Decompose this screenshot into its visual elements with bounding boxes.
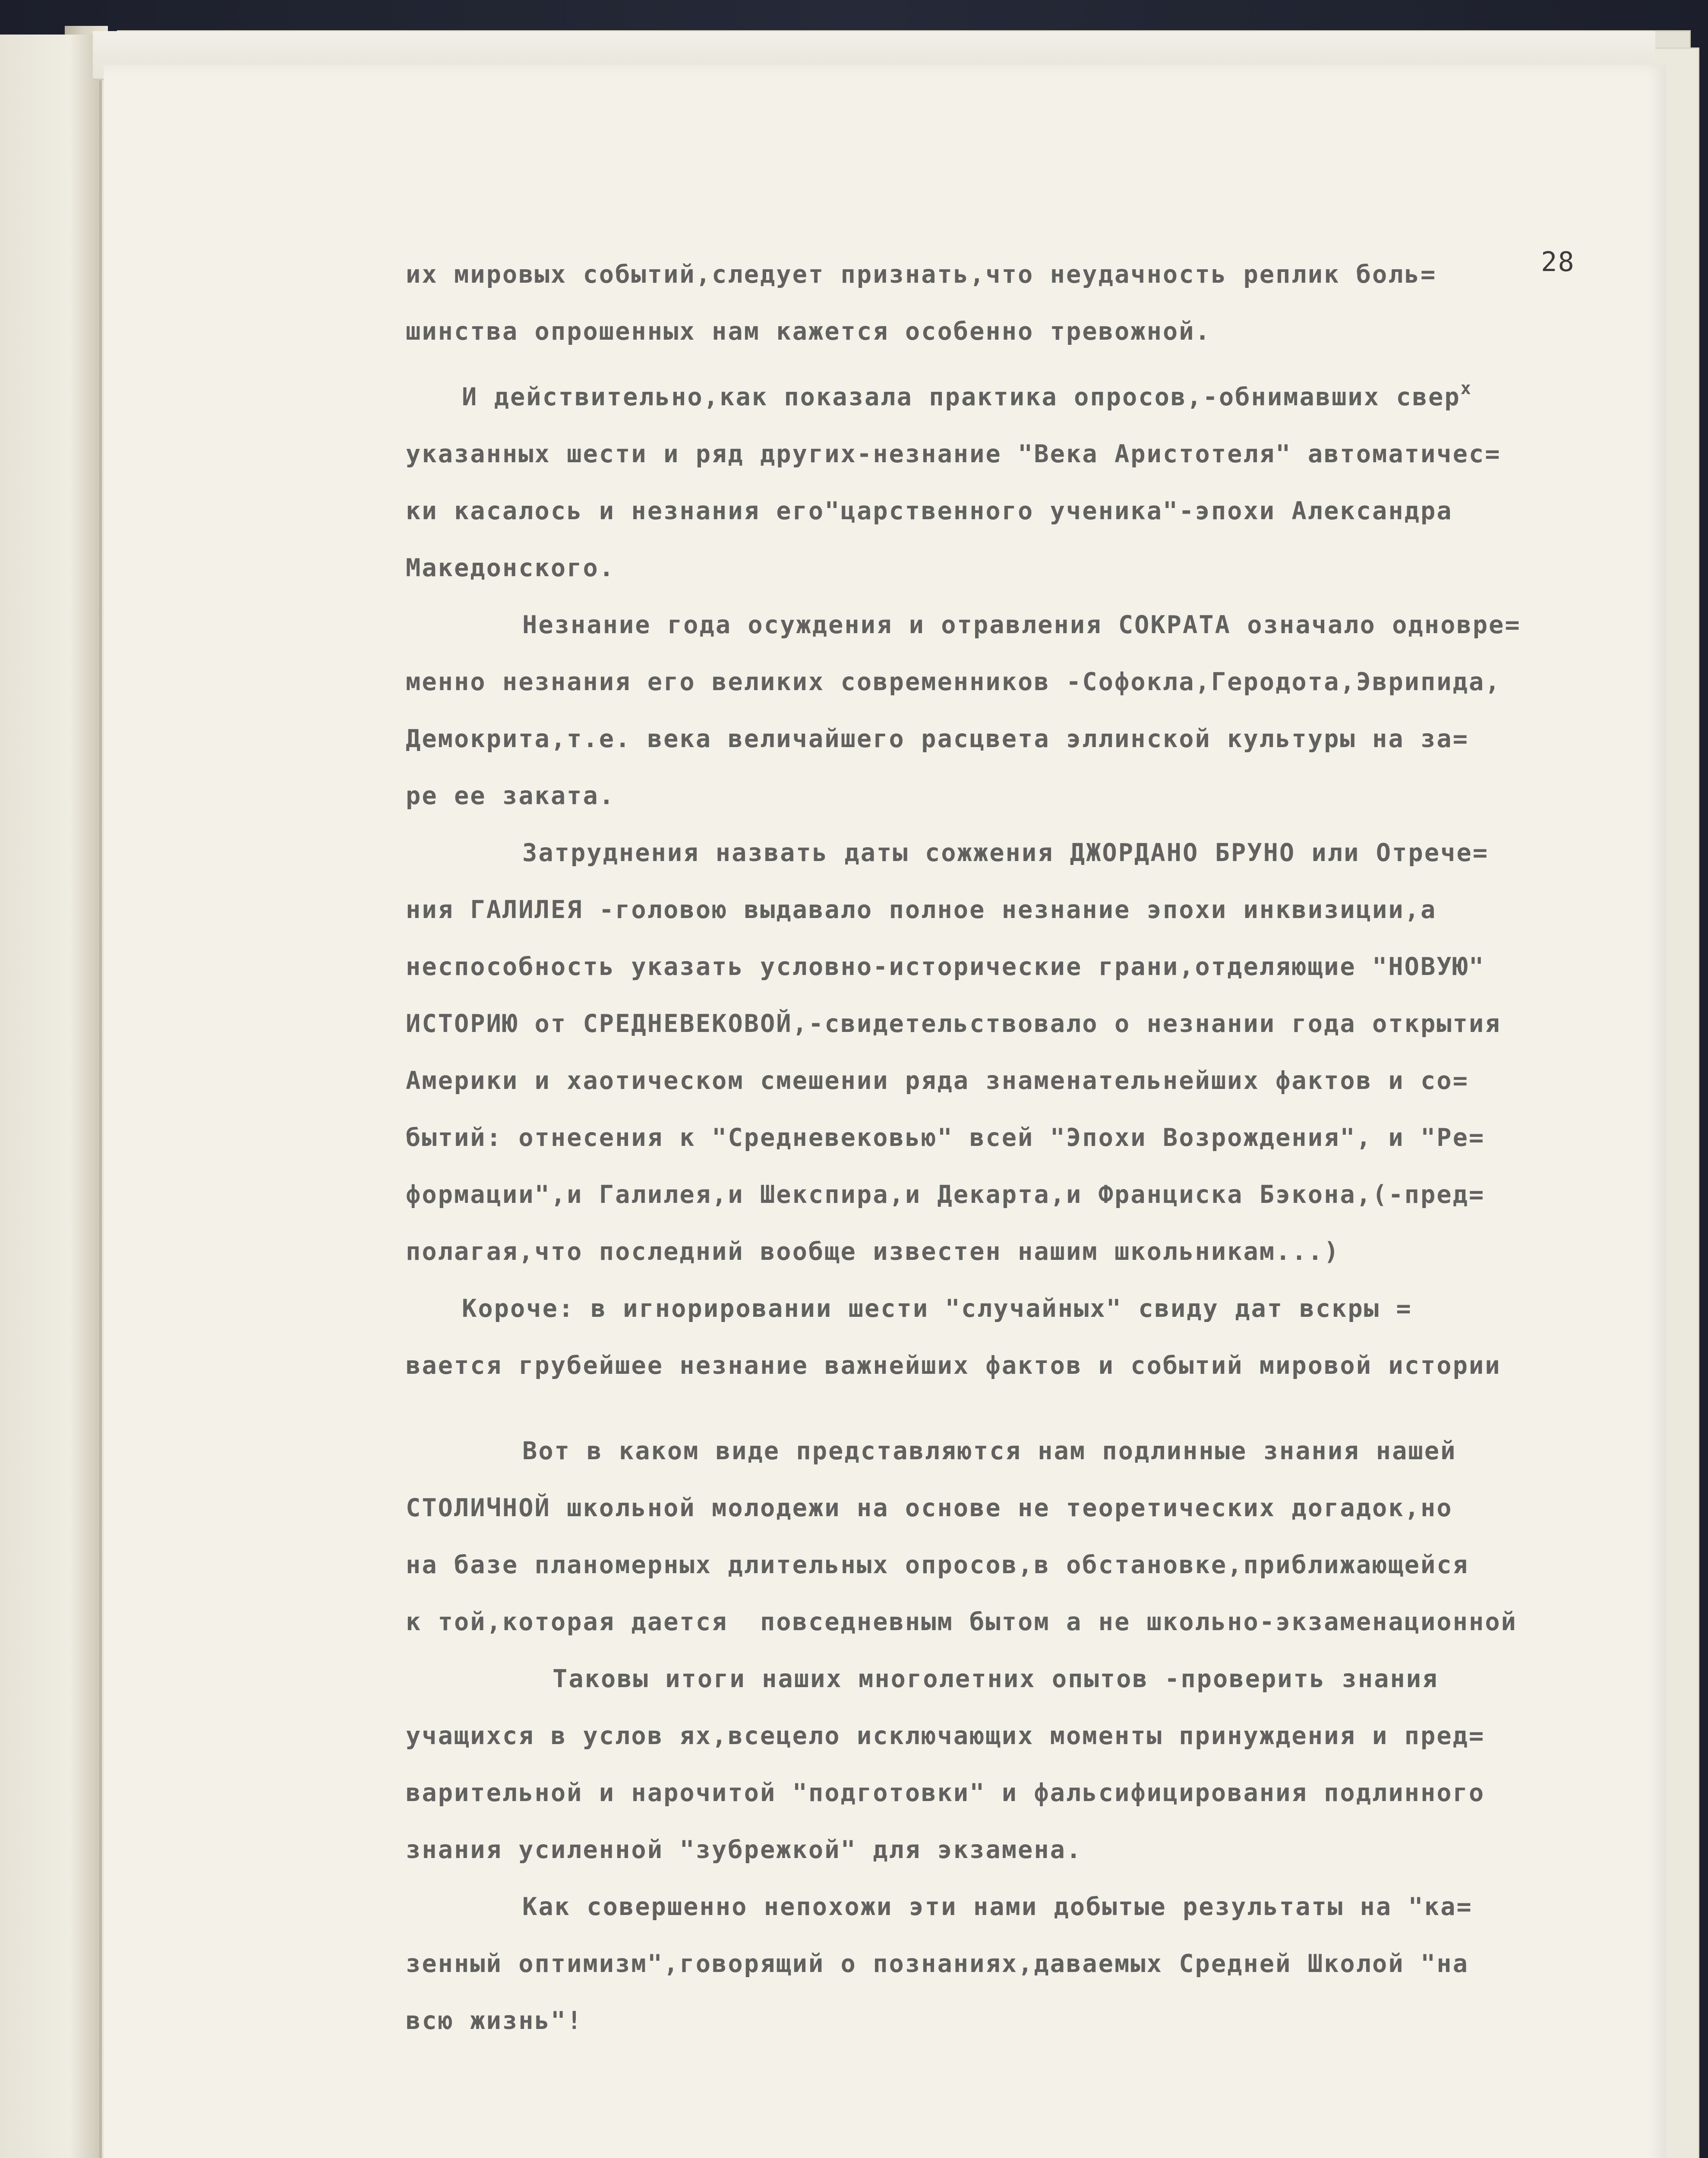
text-line: Демокрита,т.е. века величайшего расцвета эллинской культуры на за= — [406, 725, 1469, 753]
text-line: учащихся в услов ях,всецело исключающих моменты принуждения и пред= — [406, 1722, 1485, 1750]
text-line: полагая,что последний вообще известен нашим школьникам...) — [406, 1237, 1340, 1266]
text-line: на базе планомерных длительных опросов,в обстановке,приближающейся — [406, 1551, 1469, 1579]
text-line — [406, 360, 1708, 426]
page-body — [406, 246, 1708, 2049]
text-line: Как совершенно непохожи эти нами добытые результаты на "ка= — [522, 1893, 1473, 1921]
text-line: ИСТОРИЮ от СРЕДНЕВЕКОВОЙ,-свидетельствовало о незнании года открытия — [406, 1010, 1501, 1038]
paragraph-gap — [406, 1394, 1708, 1423]
text-line: бытий: отнесения к "Средневековью" всей "Эпохи Возрождения", и "Ре= — [406, 1123, 1485, 1152]
text-line: ки касалось и незнания его"царственного ученика"-эпохи Александра — [406, 497, 1453, 525]
text-line: Македонского. — [406, 554, 616, 582]
text-line: неспособность указать условно-исторические грани,отделяющие "НОВУЮ" — [406, 953, 1485, 981]
text-line-body: И действительно,как показала практика опросов,-обнимавших свер — [462, 383, 1461, 411]
text-line: Америки и хаотическом смешении ряда знаменательнейших фактов и со= — [406, 1066, 1469, 1095]
text-line: указанных шести и ряд других-незнание "Века Аристотеля" автоматичес= — [406, 440, 1501, 468]
text-line: формации",и Галилея,и Шекспира,и Декарта,и Франциска Бэкона,(-пред= — [406, 1180, 1485, 1209]
text-line: знания усиленной "зубрежкой" для экзамена. — [406, 1836, 1083, 1864]
text-line: Таковы итоги наших многолетних опытов -проверить знания — [552, 1665, 1439, 1693]
typewritten-page — [104, 65, 1666, 2158]
text-line: ния ГАЛИЛЕЯ -головою выдавало полное незнание эпохи инквизиции,а — [406, 896, 1437, 924]
text-line: Затруднения назвать даты сожжения ДЖОРДАНО БРУНО или Отрече= — [522, 839, 1489, 867]
page-number: 28 — [1541, 246, 1575, 278]
text-line: ре ее заката. — [406, 782, 616, 810]
text-line: варительной и нарочитой "подготовки" и фальсифицирования подлинного — [406, 1779, 1485, 1807]
text-line: зенный оптимизм",говорящий о познаниях,даваемых Средней Школой "на — [406, 1950, 1469, 1978]
text-line: их мировых событий,следует признать,что неудачность реплик боль= — [406, 260, 1437, 289]
previous-page-leaf — [0, 35, 102, 2158]
text-line: Короче: в игнорировании шести "случайных" свиду дат вскры = — [462, 1294, 1412, 1323]
text-line: Незнание года осуждения и отравления СОКРАТА означало одновре= — [522, 611, 1521, 639]
text-line: вается грубейшее незнание важнейших фактов и событий мировой истории — [406, 1351, 1501, 1380]
text-line: Вот в каком виде представляются нам подлинные знания нашей — [522, 1437, 1457, 1465]
text-line: к той,которая дается повседневным бытом а не школьно-экзаменационной — [406, 1608, 1517, 1636]
text-line: шинства опрошенных нам кажется особенно тревожной. — [406, 317, 1211, 346]
superscript-mark: х — [1460, 379, 1472, 398]
text-line: всю жизнь"! — [406, 2007, 583, 2035]
text-line: менно незнания его великих современников -Софокла,Геродота,Эврипида, — [406, 668, 1501, 696]
text-line: СТОЛИЧНОЙ школьной молодежи на основе не теоретических догадок,но — [406, 1494, 1453, 1522]
